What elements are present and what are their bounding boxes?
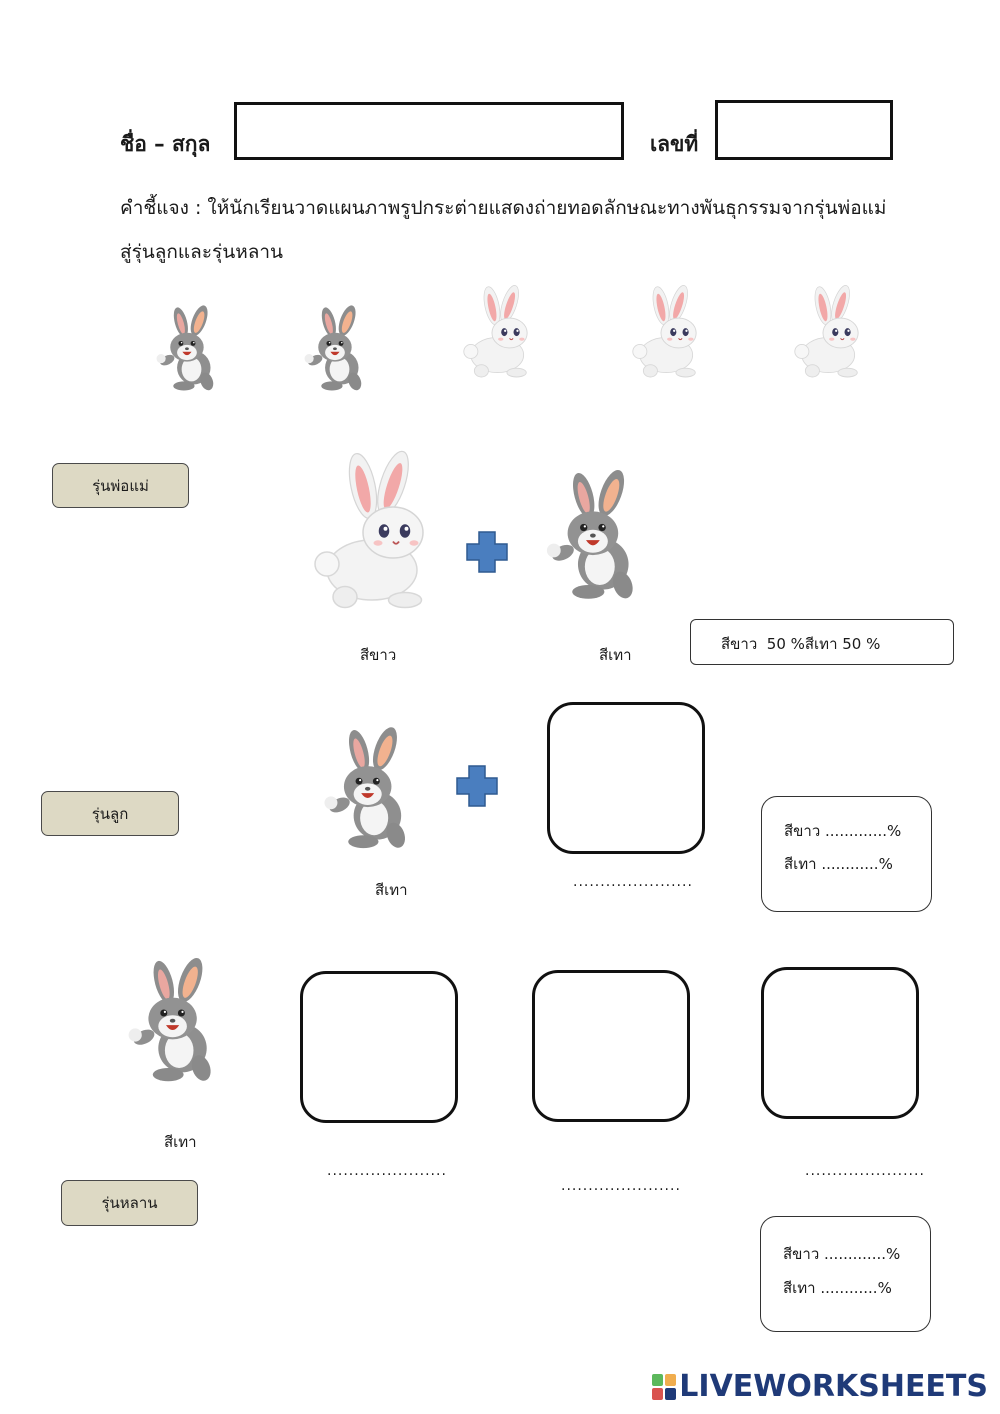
white-rabbit-icon: [300, 450, 450, 615]
generation-label-children: รุ่นลูก: [41, 791, 179, 836]
child-gray-caption: สีเทา: [375, 881, 408, 899]
generation-label-grandchildren: รุ่นหลาน: [61, 1180, 198, 1226]
instruction-line-2: สู่รุ่นลูกและรุ่นหลาน: [120, 241, 284, 263]
child-percent-white[interactable]: สีขาว .............%: [784, 822, 902, 840]
grandchild-percent-gray[interactable]: สีเทา ............%: [783, 1279, 892, 1297]
gray-rabbit-icon: [122, 955, 232, 1093]
instruction-line-1: คำชี้แจง : ให้นักเรียนวาดแผนภาพรูปกระต่ายแสดงถ่ายทอดลักษณะทางพันธุกรรมจากรุ่นพ่อแม่: [120, 197, 887, 219]
grandchild-drop-zone-2[interactable]: [532, 970, 690, 1122]
grandchild-answer-field-2[interactable]: ......................: [561, 1178, 681, 1194]
liveworksheets-logo-text: LIVEWORKSHEETS: [679, 1369, 988, 1404]
gray-rabbit-icon: [540, 470, 655, 608]
liveworksheets-logo: [652, 1369, 988, 1404]
child-percent-gray[interactable]: สีเทา ............%: [784, 855, 893, 873]
grandchild-answer-field-1[interactable]: ......................: [327, 1163, 447, 1179]
grandchild-answer-field-3[interactable]: ......................: [805, 1163, 925, 1179]
parent-white-caption: สีขาว: [360, 646, 397, 664]
grandchild-percent-box: [760, 1216, 931, 1332]
child-drop-zone[interactable]: [547, 702, 705, 854]
number-field[interactable]: [715, 100, 893, 160]
plus-icon: [465, 530, 509, 574]
plus-icon: [455, 764, 499, 808]
parent-gray-caption: สีเทา: [599, 646, 632, 664]
child-percent-box: [761, 796, 932, 912]
name-label: ชื่อ – สกุล: [120, 132, 211, 156]
grandchild-drop-zone-1[interactable]: [300, 971, 458, 1123]
generation-label-parents: รุ่นพ่อแม่: [52, 463, 189, 508]
grandchild-drop-zone-3[interactable]: [761, 967, 919, 1119]
gray-rabbit-icon[interactable]: [152, 305, 228, 397]
parent-ratio-box: [690, 619, 954, 665]
grandchild-gray-caption: สีเทา: [164, 1133, 197, 1151]
white-rabbit-icon[interactable]: [455, 278, 543, 388]
parent-ratio-text: สีขาว 50 %สีเทา 50 %: [721, 635, 881, 653]
number-label: เลขที่: [650, 132, 699, 156]
name-field[interactable]: [234, 102, 624, 160]
child-answer-field[interactable]: ......................: [573, 874, 693, 890]
white-rabbit-icon[interactable]: [786, 278, 874, 388]
grandchild-percent-white[interactable]: สีขาว .............%: [783, 1245, 901, 1263]
gray-rabbit-icon: [318, 724, 426, 860]
white-rabbit-icon[interactable]: [624, 278, 712, 388]
liveworksheets-logo-icon: [652, 1374, 676, 1400]
gray-rabbit-icon[interactable]: [300, 305, 376, 397]
